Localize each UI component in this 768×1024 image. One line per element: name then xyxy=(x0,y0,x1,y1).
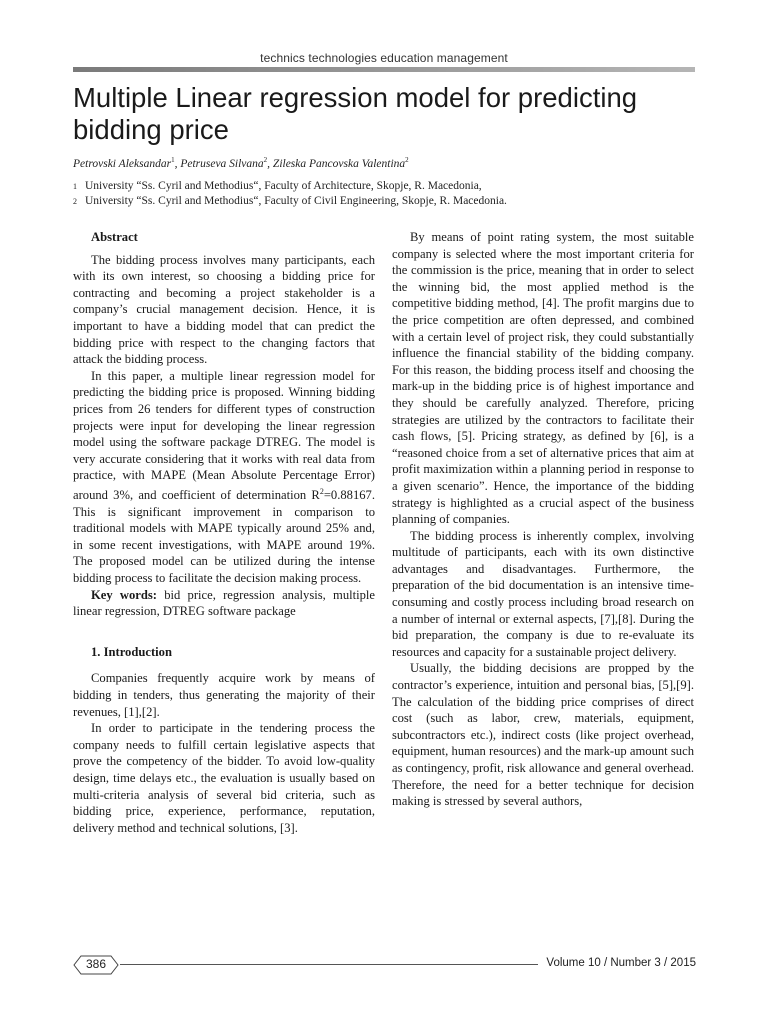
author-name: Petrovski Aleksandar xyxy=(73,157,172,170)
author-list: Petrovski Aleksandar$^1$, Petruseva Silvana$^2$, Zileska Pancovska Valentina$^2$ xyxy=(73,156,409,170)
body-paragraph-1: By means of point rating system, the most suitable company is selected where the most important criteria for the commission is the price, meaning that in order to select the winning bid, the most applied method is the competitive bidding method, [4]. The profit margins due to the price competition are often depressed, and combined with a certain level of project risk, they could substantially influence the financial stability of the bidding company. For this reason, the bidding process itself and choosing the mark-up in the bidding price is of highest importance and they should be carefully analyzed. Therefore, pricing strategies are utilized by the contractors to facilitate their cash flows, [5]. Pricing strategy, as defined by [6], is a “reasoned choice from a set of alternative prices that aim at profit maximization within a planning period in response to a given scenario”. Hence, the importance of the bidding strategy is highlighted as a crucial aspect of the business planning of companies. xyxy=(392,230,694,527)
affiliation-number: 2 xyxy=(73,197,77,206)
footer-divider xyxy=(120,964,538,965)
affiliation-1 xyxy=(73,179,693,194)
body-paragraph-3: Usually, the bidding decisions are propped by the contractor’s experience, intuition and personal bias, [5],[9]. The calculation of the bidding price comprises of direct cost (such as labor, crew, materials, equipment, subcontractors etc.), indirect costs (like project overhead, equipment, human resources) and the mark-up amount such as contingency, profit, risk allowance and general overhead. Therefore, the need for a better technique for decision making is stressed by several authors, xyxy=(392,661,695,809)
affiliation-text: University “Ss. Cyril and Methodius“, Faculty of Architecture, Skopje, R. Macedonia, xyxy=(85,180,482,192)
intro-paragraph-2: In order to participate in the tendering process the company needs to fulfill certain legislative aspects that prove the competency of the bidder. To avoid low-quality design, time delays etc., the evaluation is usually based on multi-criteria analysis of several bid criteria, such as bidding price, experience, performance, reputation, delivery method and technical solutions, [3]. xyxy=(73,721,375,835)
author-affil-mark: 2 xyxy=(405,156,409,164)
affiliation-number: 1 xyxy=(73,182,77,191)
abstract-p2-part: =0.88167. This is significant improvement in comparison to traditional models with MAPE typically around 25% and, in some recent investigations, with MAPE around 19%. The proposed model can be utilized during the intense bidding process to facilitate the decision making process. xyxy=(73,488,375,586)
keywords-label: Key words: xyxy=(91,587,157,602)
intro-paragraph-1: Companies frequently acquire work by means of bidding in tenders, thus generating the majority of their revenues, [1],[2]. xyxy=(73,671,375,719)
affiliation-text: University “Ss. Cyril and Methodius“, Faculty of Civil Engineering, Skopje, R. Macedonia. xyxy=(85,195,507,207)
author-affil-mark: 2 xyxy=(263,156,268,164)
volume-info: Volume 10 / Number 3 / 2015 xyxy=(546,957,696,969)
page-number: 386 xyxy=(85,957,107,971)
author-name: Zileska Pancovska Valentina xyxy=(272,157,406,170)
keywords xyxy=(73,587,375,620)
author-affil-mark: 1 xyxy=(171,156,175,164)
affiliation-2 xyxy=(73,194,693,209)
paper-title: Multiple Linear regression model for predicting bidding price xyxy=(73,82,638,145)
body-paragraph-2: The bidding process is inherently complex, involving multitude of participants, each with its own distinctive advantages and disadvantages. Furthermore, the preparation of the bid documentation is an intensive time-consuming and costly process including broad research on a number of internal or external aspects, [7],[8]. During the bid preparation, the company is due to re-evaluate its resources and capacity for a sustainable project delivery. xyxy=(392,528,694,659)
abstract-paragraph-2 xyxy=(73,368,375,587)
abstract-paragraph-1: The bidding process involves many participants, each with its own interest, so choosing a bidding price for contracting and becoming a project stakeholder is a company’s crucial management decision. Hence, it is important to have a bidding model that can predict the bidding price with respect to the changing factors that attack the bidding process. xyxy=(73,252,375,367)
author-name: Petruseva Silvana xyxy=(180,157,264,170)
keywords-text: bid price, regression analysis, multiple linear regression, DTREG software package xyxy=(73,587,375,619)
header-divider xyxy=(73,67,695,72)
right-column xyxy=(392,229,694,810)
journal-header: technics technologies education management xyxy=(260,51,508,65)
r-squared-exponent: 2 xyxy=(319,486,324,496)
abstract-p2-part: In this paper, a multiple linear regression model for predicting the bidding price is proposed. Winning bidding prices from 26 tenders for different types of construction projects were input for developing the linear regression model using the software package DTREG. The model is very accurate considering that it works with real data from practice, with MAPE (Mean Absolute Percentage Error) around 3%, and coefficient of determination R xyxy=(73,368,375,503)
introduction-heading: 1. Introduction xyxy=(91,644,172,659)
abstract-heading: Abstract xyxy=(91,230,138,244)
left-column xyxy=(73,229,375,836)
